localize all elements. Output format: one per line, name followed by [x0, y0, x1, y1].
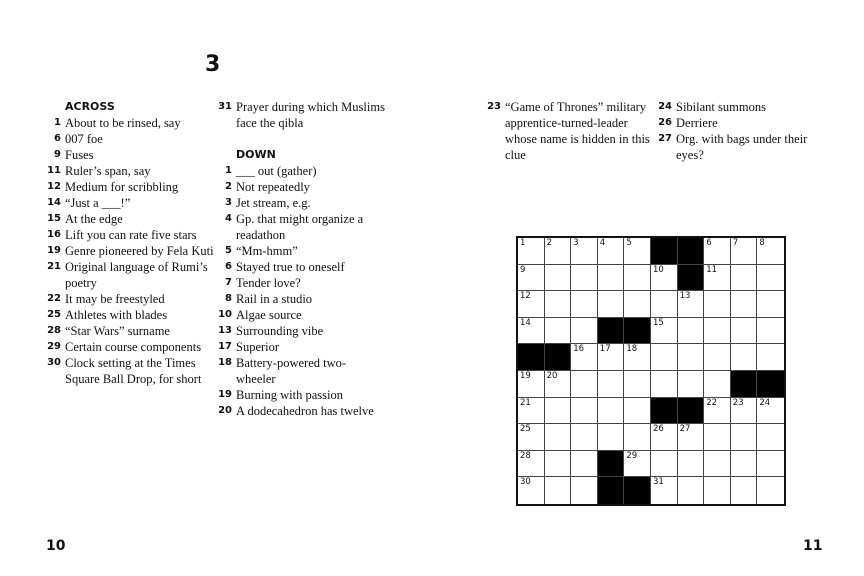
clue-text: Athletes with blades [65, 308, 168, 322]
cell-number: 30 [520, 477, 531, 488]
clue[interactable] [44, 339, 214, 355]
grid-cell[interactable] [518, 424, 545, 451]
clue-text: Burning with passion [236, 388, 343, 402]
clue-number: 7 [225, 277, 232, 288]
black-square [598, 318, 625, 345]
down-column-2 [484, 99, 654, 163]
clue[interactable] [44, 163, 214, 179]
across-column-1 [44, 99, 214, 387]
clue-number: 8 [225, 293, 232, 304]
clue[interactable] [44, 211, 214, 227]
grid-cell[interactable] [571, 424, 598, 451]
clue[interactable] [655, 131, 825, 163]
clue[interactable] [44, 195, 214, 211]
clue-text: Genre pioneered by Fela Kuti [65, 244, 214, 258]
grid-cell[interactable] [731, 451, 758, 478]
grid-cell[interactable] [571, 318, 598, 345]
page-number-right: 11 [803, 538, 823, 554]
clue-text: Org. with bags under their eyes? [676, 132, 808, 162]
clue[interactable] [215, 403, 385, 419]
clue-text: Original language of Rumi’s poetry [65, 260, 208, 290]
clue[interactable] [215, 211, 385, 243]
grid-cell[interactable] [731, 291, 758, 318]
grid-cell[interactable] [651, 477, 678, 504]
grid-cell[interactable] [704, 238, 731, 265]
cell-number: 11 [706, 264, 718, 275]
cell-number: 6 [706, 238, 712, 248]
clue-text: “Game of Thrones” military apprentice-turned-leader whose name is hidden in this clue [505, 100, 650, 162]
across-column-2 [215, 99, 385, 419]
grid-cell[interactable] [518, 265, 545, 292]
clue-text: Stayed true to oneself [236, 260, 345, 274]
crossword-grid[interactable] [516, 236, 786, 506]
page-number-left: 10 [46, 538, 66, 554]
down-column-3 [655, 99, 825, 163]
cell-number: 24 [759, 397, 771, 408]
clue[interactable] [44, 323, 214, 339]
grid-cell[interactable] [731, 238, 758, 265]
grid-cell[interactable] [518, 238, 545, 265]
cell-number: 8 [759, 238, 765, 248]
clue-text: Prayer during which Muslims face the qibla [236, 100, 385, 130]
grid-cell[interactable] [598, 398, 625, 425]
clue[interactable] [655, 115, 825, 131]
clue-list [484, 99, 654, 163]
clue-number: 1 [54, 117, 61, 128]
clue-number: 1 [225, 165, 232, 176]
clue-text: Lift you can rate five stars [65, 228, 197, 242]
grid-cell[interactable] [704, 291, 731, 318]
cell-number: 31 [653, 477, 664, 488]
grid-cell[interactable] [624, 398, 651, 425]
cell-number: 21 [520, 397, 531, 408]
clue[interactable] [215, 163, 385, 179]
grid-cell[interactable] [678, 371, 705, 398]
grid-cell[interactable] [598, 238, 625, 265]
grid-cell[interactable] [704, 424, 731, 451]
cell-number: 17 [599, 344, 611, 355]
clue-number: 18 [218, 357, 232, 368]
clue-number: 6 [225, 261, 232, 272]
clue[interactable] [215, 99, 385, 131]
clue[interactable] [215, 323, 385, 339]
grid-cell[interactable] [545, 424, 572, 451]
cell-number: 22 [706, 397, 718, 408]
black-square [678, 398, 705, 425]
grid-cell[interactable] [624, 371, 651, 398]
grid-cell[interactable] [624, 291, 651, 318]
grid-cell[interactable] [704, 265, 731, 292]
grid-cell[interactable] [731, 424, 758, 451]
clue-text: “Just a ___!” [65, 196, 131, 210]
grid-cell[interactable] [598, 344, 625, 371]
clue-number: 12 [47, 181, 61, 192]
grid-cell[interactable] [757, 238, 784, 265]
cell-number: 3 [573, 238, 579, 248]
grid-cell[interactable] [571, 398, 598, 425]
clue-number: 29 [47, 341, 61, 352]
clue-number: 20 [218, 405, 232, 416]
clue-text: ___ out (gather) [236, 164, 317, 178]
grid-cell[interactable] [651, 344, 678, 371]
cell-number: 9 [520, 264, 526, 275]
grid-cell[interactable] [518, 398, 545, 425]
grid-cell[interactable] [545, 291, 572, 318]
grid-cell[interactable] [757, 398, 784, 425]
black-square [598, 451, 625, 478]
clue-number: 11 [47, 165, 61, 176]
clue-number: 22 [47, 293, 61, 304]
grid-cell[interactable] [704, 344, 731, 371]
clue[interactable] [484, 99, 654, 163]
cell-number: 28 [520, 450, 531, 461]
cell-number: 25 [520, 424, 531, 435]
grid-cell[interactable] [651, 371, 678, 398]
cell-number: 14 [520, 317, 531, 328]
clue[interactable] [655, 99, 825, 115]
grid-cell[interactable] [651, 424, 678, 451]
clue-number: 15 [47, 213, 61, 224]
black-square [731, 371, 758, 398]
clue-number: 10 [218, 309, 232, 320]
cell-number: 12 [520, 291, 531, 302]
clue-number: 17 [218, 341, 232, 352]
grid-cell[interactable] [545, 238, 572, 265]
clue-number: 3 [225, 197, 232, 208]
clue-number: 9 [54, 149, 61, 160]
clue-text: Clock setting at the Times Square Ball Drop, for short [65, 356, 202, 386]
clue[interactable] [44, 115, 214, 131]
across-heading: ACROSS [65, 100, 115, 113]
grid-cell[interactable] [598, 265, 625, 292]
grid-cell[interactable] [518, 291, 545, 318]
grid-cell[interactable] [757, 424, 784, 451]
grid-cell[interactable] [757, 291, 784, 318]
clue-text: Certain course components [65, 340, 202, 354]
cell-number: 1 [520, 238, 526, 248]
grid-cell[interactable] [545, 398, 572, 425]
grid-cell[interactable] [624, 344, 651, 371]
grid-cell[interactable] [518, 477, 545, 504]
clue[interactable] [215, 339, 385, 355]
grid-cell[interactable] [624, 424, 651, 451]
grid-cell[interactable] [704, 371, 731, 398]
clue-number: 24 [658, 101, 672, 112]
grid-cell[interactable] [571, 265, 598, 292]
clue[interactable] [44, 147, 214, 163]
clue-number: 23 [487, 101, 501, 112]
grid-cell[interactable] [651, 318, 678, 345]
cell-number: 2 [546, 238, 553, 248]
grid-cell[interactable] [678, 291, 705, 318]
cell-number: 26 [653, 424, 664, 435]
clue[interactable] [215, 275, 385, 291]
grid-cell[interactable] [518, 318, 545, 345]
clue[interactable] [44, 355, 214, 387]
clue-number: 30 [47, 357, 61, 368]
clue[interactable] [215, 195, 385, 211]
grid-cell[interactable] [518, 371, 545, 398]
grid-cell[interactable] [731, 265, 758, 292]
grid-cell[interactable] [678, 424, 705, 451]
black-square [545, 344, 572, 371]
clue[interactable] [215, 291, 385, 307]
clue-text: Sibilant summons [676, 100, 766, 114]
clue-number: 5 [225, 245, 232, 256]
clue[interactable] [215, 259, 385, 275]
grid-cell[interactable] [571, 451, 598, 478]
clue-number: 28 [47, 325, 61, 336]
grid-cell[interactable] [571, 477, 598, 504]
grid-cell[interactable] [704, 398, 731, 425]
clue-text: “Mm-hmm” [236, 244, 298, 258]
cell-number: 5 [626, 238, 632, 248]
black-square [757, 371, 784, 398]
black-square [518, 344, 545, 371]
clue-number: 2 [225, 181, 232, 192]
clue[interactable] [44, 179, 214, 195]
black-square [651, 398, 678, 425]
clue-number: 13 [218, 325, 232, 336]
clue-text: It may be freestyled [65, 292, 165, 306]
black-square [651, 238, 678, 265]
clue-list [655, 99, 825, 163]
cell-number: 16 [573, 344, 585, 355]
clue-number: 19 [47, 245, 61, 256]
grid-cell[interactable] [704, 451, 731, 478]
clue-text: Jet stream, e.g. [236, 196, 311, 210]
black-square [624, 318, 651, 345]
grid-cell[interactable] [545, 371, 572, 398]
black-square [598, 477, 625, 504]
cell-number: 23 [732, 397, 744, 408]
grid-cell[interactable] [545, 265, 572, 292]
clue-list [215, 163, 385, 419]
grid-cell[interactable] [624, 451, 651, 478]
grid-cell[interactable] [598, 291, 625, 318]
clue-number: 14 [47, 197, 61, 208]
grid-cell[interactable] [731, 318, 758, 345]
clue-number: 4 [225, 213, 232, 224]
clue[interactable] [44, 259, 214, 291]
cell-number: 20 [546, 371, 558, 381]
clue-text: Medium for scribbling [65, 180, 179, 194]
grid-cell[interactable] [518, 451, 545, 478]
clue-number: 6 [54, 133, 61, 144]
grid-cell[interactable] [651, 291, 678, 318]
clue-number: 27 [658, 133, 672, 144]
clue-number: 16 [47, 229, 61, 240]
grid-cell[interactable] [731, 344, 758, 371]
cell-number: 4 [599, 238, 606, 248]
clue-list [44, 115, 214, 387]
grid-cell[interactable] [678, 318, 705, 345]
clue-text: At the edge [65, 212, 123, 226]
grid-cell[interactable] [704, 318, 731, 345]
grid-cell[interactable] [757, 265, 784, 292]
clue-number: 25 [47, 309, 61, 320]
clue[interactable] [44, 291, 214, 307]
clue-number: 21 [47, 261, 61, 272]
cell-number: 10 [653, 264, 664, 275]
grid-cell[interactable] [731, 477, 758, 504]
grid-cell[interactable] [545, 318, 572, 345]
grid-cell[interactable] [598, 371, 625, 398]
cell-number: 19 [520, 371, 531, 381]
clue[interactable] [44, 131, 214, 147]
grid-cell[interactable] [571, 291, 598, 318]
clue-text: Tender love? [236, 276, 301, 290]
grid-cell[interactable] [704, 477, 731, 504]
grid-cell[interactable] [571, 238, 598, 265]
clue-text: Rail in a studio [236, 292, 313, 306]
clue-text: Algae source [236, 308, 302, 322]
clue-list [215, 99, 385, 131]
grid-cell[interactable] [678, 451, 705, 478]
cell-number: 13 [679, 291, 691, 302]
grid-cell[interactable] [571, 371, 598, 398]
black-square [678, 265, 705, 292]
clue-text: Gp. that might organize a readathon [236, 212, 364, 242]
grid-cell[interactable] [678, 344, 705, 371]
clue-text: About to be rinsed, say [65, 116, 181, 130]
clue-number: 19 [218, 389, 232, 400]
grid-cell[interactable] [757, 451, 784, 478]
cell-number: 29 [626, 450, 638, 461]
clue-text: Surrounding vibe [236, 324, 324, 338]
clue[interactable] [44, 243, 214, 259]
clue[interactable] [215, 355, 385, 387]
clue-text: Superior [236, 340, 280, 354]
clue-number: 31 [218, 101, 232, 112]
clue-text: Fuses [65, 148, 94, 162]
grid-cell[interactable] [571, 344, 598, 371]
grid-cell[interactable] [651, 265, 678, 292]
black-square [678, 238, 705, 265]
clue-text: Not repeatedly [236, 180, 310, 194]
grid-cell[interactable] [545, 451, 572, 478]
grid-cell[interactable] [731, 398, 758, 425]
grid-cell[interactable] [598, 424, 625, 451]
grid-cell[interactable] [757, 344, 784, 371]
clue-text: Derriere [676, 116, 718, 130]
grid-cell[interactable] [678, 477, 705, 504]
clue[interactable] [215, 179, 385, 195]
clue-number: 26 [658, 117, 672, 128]
clue[interactable] [215, 307, 385, 323]
grid-cell[interactable] [651, 451, 678, 478]
clue[interactable] [44, 307, 214, 323]
cell-number: 7 [732, 238, 739, 248]
grid-cell[interactable] [757, 318, 784, 345]
clue[interactable] [215, 243, 385, 259]
grid-cell[interactable] [757, 477, 784, 504]
clue-text: A dodecahedron has twelve [236, 404, 374, 418]
clue-text: Ruler’s span, say [65, 164, 151, 178]
black-square [624, 477, 651, 504]
cell-number: 18 [626, 344, 638, 355]
cell-number: 27 [679, 424, 691, 435]
clue[interactable] [215, 387, 385, 403]
grid-cell[interactable] [624, 265, 651, 292]
clue-text: “Star Wars” surname [65, 324, 170, 338]
down-heading: DOWN [236, 148, 276, 161]
clue-text: 007 foe [65, 132, 103, 146]
clue[interactable] [44, 227, 214, 243]
grid-cell[interactable] [545, 477, 572, 504]
clue-text: Battery-powered two-wheeler [236, 356, 347, 386]
grid-cell[interactable] [624, 238, 651, 265]
puzzle-number: 3 [205, 52, 221, 77]
cell-number: 15 [653, 317, 664, 328]
